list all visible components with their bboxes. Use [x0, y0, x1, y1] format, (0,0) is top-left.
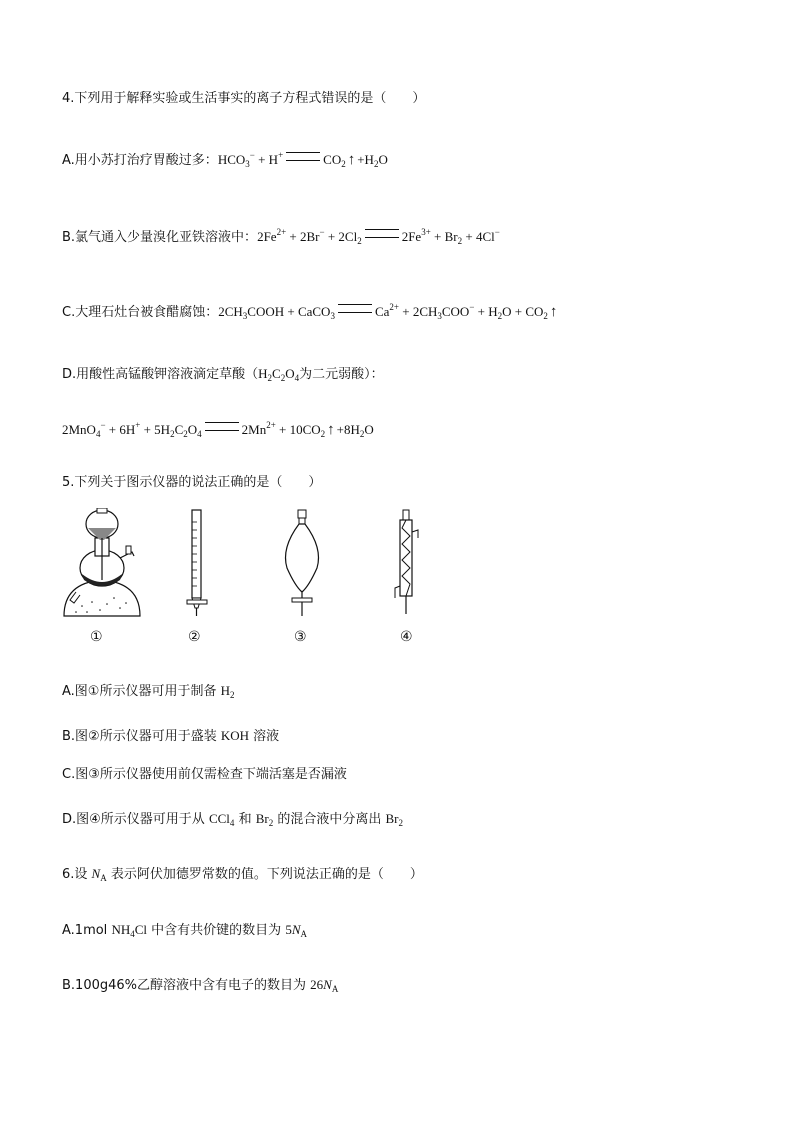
- q6-stem-pre: 6.设: [62, 867, 88, 882]
- q4-a-text: A.用小苏打治疗胃酸过多：: [62, 153, 218, 168]
- koh-formula: KOH: [220, 728, 250, 743]
- q4-option-b: [62, 223, 500, 250]
- q5-option-c: C.图③所示仪器使用前仅需检查下端活塞是否漏液: [62, 767, 347, 782]
- q4-c-equation: $2CH_3COOH$ + CaCO$_3$ $Ca^{2+} + 2CH_3COO^- + H_2O + CO_2$ ↑: [218, 302, 558, 321]
- oxalic-acid-formula: $H_2C_2O_4$: [258, 366, 300, 383]
- q4-d-text: D.用酸性高锰酸钾溶液滴定草酸（: [62, 367, 259, 382]
- q5-option-b: [62, 727, 279, 746]
- q4-stem: 4.下列用于解释实验或生活事实的离子方程式错误的是（ ）: [62, 91, 426, 106]
- q6-b-answer: $26N_A$: [310, 977, 339, 994]
- q4-a-equation: $HCO_3^- + H^+$ $CO_2$ ↑ $+H_2O$: [217, 150, 388, 169]
- br2-formula-end: $Br_2$: [385, 811, 404, 828]
- q5-a-text: A.图①所示仪器可用于制备: [62, 684, 217, 699]
- q6-a-text: A.1mol: [62, 923, 108, 938]
- q6-stem: [62, 865, 423, 887]
- separatory-funnel-figure: [277, 508, 327, 618]
- q4-b-equation: $2Fe^{2+} + 2Br^- + 2Cl_2$ $2Fe^{3+} + Br_2 + 4Cl^-$: [257, 227, 500, 246]
- q5-b-text: B.图②所示仪器可用于盛装: [62, 729, 217, 744]
- q5-stem: 5.下列关于图示仪器的说法正确的是（ ）: [62, 475, 322, 490]
- q5-option-d: [62, 810, 403, 832]
- ccl4-formula: CCl$_4$: [208, 811, 235, 828]
- kipp-apparatus-figure: [62, 508, 142, 618]
- condenser-figure: [392, 508, 422, 618]
- q5-d-suffix: 的混合液中分离出: [277, 812, 382, 827]
- q6-option-b: [62, 976, 338, 998]
- nh4cl-formula: $NH_4Cl$: [111, 922, 148, 939]
- q5-option-a: [62, 682, 234, 704]
- figure-label-2: ②: [188, 629, 201, 645]
- q5-d-mid: 和: [238, 812, 252, 827]
- q4-b-text: B.氯气通入少量溴化亚铁溶液中：: [62, 230, 258, 245]
- q4-option-a: [62, 146, 388, 173]
- apparatus-figures: [62, 508, 442, 648]
- figure-label-3: ③: [294, 629, 307, 645]
- q6-stem-post: 表示阿伏加德罗常数的值。下列说法正确的是（ ）: [110, 867, 423, 882]
- hydrogen-formula: $H_2$: [220, 683, 235, 700]
- q4-d-equation: $2MnO_4^- + 6H^+ + 5H_2C_2O_4$ $2Mn^{2+} + 10CO_2$ ↑ $+8H_2O$: [62, 420, 374, 439]
- burette-figure: [182, 508, 212, 618]
- q6-a-mid: 中含有共价键的数目为: [151, 923, 282, 938]
- figure-label-1: ①: [90, 629, 103, 645]
- br2-formula: $Br_2$: [255, 811, 274, 828]
- q5-d-text: D.图④所示仪器可用于从: [62, 812, 205, 827]
- q6-b-text: B.100g46%乙醇溶液中含有电子的数目为: [62, 978, 307, 993]
- q4-d-suffix: 为二元弱酸）：: [299, 367, 384, 382]
- q6-a-answer: $5N_A$: [285, 922, 307, 939]
- q4-c-text: C.大理石灶台被食醋腐蚀：: [62, 305, 219, 320]
- figure-label-4: ④: [400, 629, 413, 645]
- q4-option-d: [62, 365, 384, 387]
- q5-b-suffix: 溶液: [253, 729, 280, 744]
- q6-option-a: [62, 921, 307, 943]
- avogadro-symbol: $N_A$: [91, 866, 107, 883]
- q4-option-c: [62, 298, 559, 325]
